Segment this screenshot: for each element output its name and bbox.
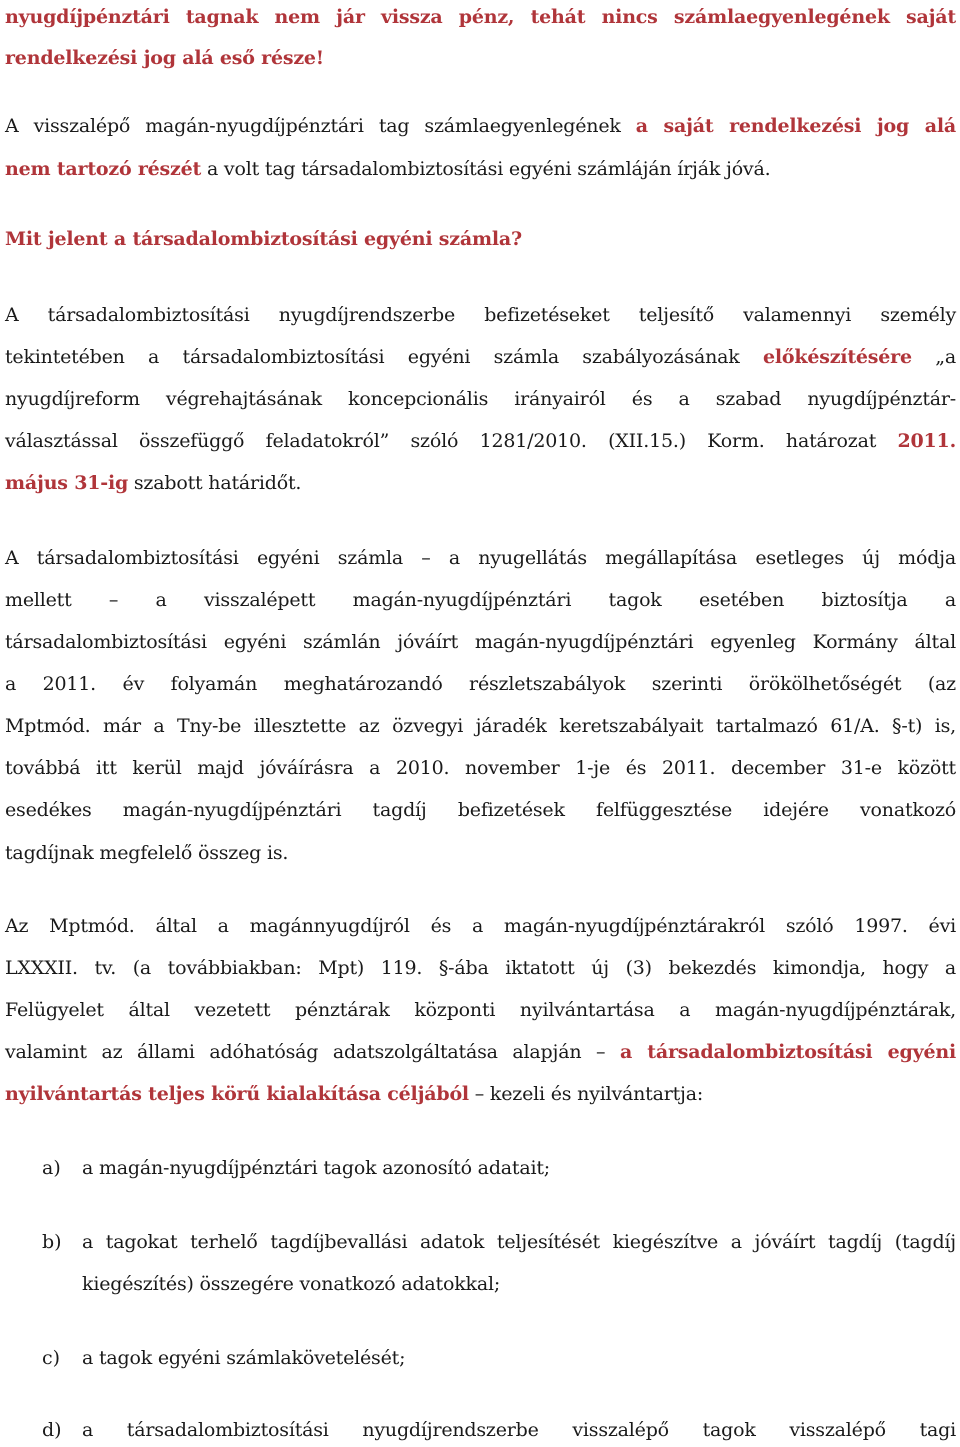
paragraph-line	[5, 430, 956, 452]
paragraph-line: továbbá itt kerül majd jóváírásra a 2010. november 1-je és 2011. december 31-e között	[5, 757, 956, 779]
paragraph-line	[5, 1041, 956, 1063]
highlight-text: előkészítésére	[762, 346, 912, 368]
paragraph-line: Az Mptmód. által a magánnyugdíjról és a magán-nyugdíjpénztárakról szóló 1997. évi	[5, 915, 956, 937]
paragraph-line	[5, 158, 770, 180]
highlight-text: május 31-ig	[5, 472, 129, 494]
text-span: A visszalépő magán-nyugdíjpénztári tag számlaegyenlegének	[5, 115, 636, 137]
list-marker: c)	[42, 1347, 61, 1369]
paragraph-line: Mptmód. már a Tny-be illesztette az özvegyi járadék keretszabályait tartalmazó 61/A. §-t) is,	[5, 715, 956, 737]
paragraph-line: LXXXII. tv. (a továbbiakban: Mpt) 119. §-ába iktatott új (3) bekezdés kimondja, hogy a	[5, 957, 956, 979]
section-heading: Mit jelent a társadalombiztosítási egyéni számla?	[5, 228, 522, 250]
list-marker: a)	[42, 1157, 61, 1179]
highlight-text: nyilvántartás teljes körű kialakítása céljából	[5, 1083, 469, 1105]
paragraph-line: A társadalombiztosítási egyéni számla – a nyugellátás megállapítása esetleges új módja	[5, 547, 956, 569]
text-span: választással összefüggő feladatokról” szóló 1281/2010. (XII.15.) Korm. határozat	[5, 430, 898, 452]
paragraph-line: Felügyelet által vezetett pénztárak központi nyilvántartása a magán-nyugdíjpénztárak,	[5, 999, 956, 1021]
paragraph-line	[5, 304, 956, 326]
text-span: tekintetében a társadalombiztosítási egyéni számla szabályozásának	[5, 346, 763, 368]
paragraph-line	[5, 6, 956, 28]
paragraph-line: esedékes magán-nyugdíjpénztári tagdíj befizetések felfüggesztése idejére vonatkozó	[5, 799, 956, 821]
bold-text: nyugdíjpénztári tagnak nem jár vissza pénz, tehát nincs számlaegyenlegének saját	[5, 6, 956, 28]
list-item-text: a tagok egyéni számlakövetelését;	[82, 1347, 406, 1369]
paragraph-line: a 2011. év folyamán meghatározandó részletszabályok szerinti örökölhetőségét (az	[5, 673, 956, 695]
list-marker: d)	[42, 1419, 62, 1441]
list-item-text: a társadalombiztosítási nyugdíjrendszerbe visszalépő tagok visszalépő tagi	[82, 1419, 956, 1441]
paragraph-line	[5, 346, 956, 368]
text-span: „a	[911, 346, 956, 368]
text-span: valamint az állami adóhatóság adatszolgáltatása alapján –	[5, 1041, 620, 1063]
list-marker: b)	[42, 1231, 62, 1253]
list-item-text: a magán-nyugdíjpénztári tagok azonosító adatait;	[82, 1157, 550, 1179]
paragraph-line	[5, 1083, 703, 1105]
highlight-text: a társadalombiztosítási egyéni	[619, 1041, 956, 1063]
paragraph-line: tagdíjnak megfelelő összeg is.	[5, 842, 289, 864]
text-span: nyugdíjreform végrehajtásának koncepcionális irányairól és a szabad nyugdíjpénztár-	[5, 388, 956, 410]
paragraph-line: mellett – a visszalépett magán-nyugdíjpénztári tagok esetében biztosítja a	[5, 589, 956, 611]
list-item-text: a tagokat terhelő tagdíjbevallási adatok teljesítését kiegészítve a jóváírt tagdíj (tagdíj	[82, 1231, 956, 1253]
bold-text: rendelkezési jog alá eső része!	[5, 47, 324, 69]
paragraph-line	[5, 115, 956, 137]
text-span: – kezeli és nyilvántartja:	[468, 1083, 704, 1105]
paragraph-line: társadalombiztosítási egyéni számlán jóváírt magán-nyugdíjpénztári egyenleg Kormány által	[5, 631, 956, 653]
highlight-text: 2011.	[897, 430, 956, 452]
text-span: a volt tag társadalombiztosítási egyéni számláján írják jóvá.	[201, 158, 771, 180]
paragraph-line	[5, 472, 301, 494]
list-item-text: kiegészítés) összegére vonatkozó adatokkal;	[82, 1273, 501, 1295]
text-span: A társadalombiztosítási nyugdíjrendszerbe befizetéseket teljesítő valamennyi személy	[5, 304, 956, 326]
highlight-text: a saját rendelkezési jog alá	[635, 115, 956, 137]
paragraph-line	[5, 47, 324, 69]
highlight-text: nem tartozó részét	[5, 158, 202, 180]
text-span: szabott határidőt.	[128, 472, 302, 494]
paragraph-line	[5, 388, 956, 410]
